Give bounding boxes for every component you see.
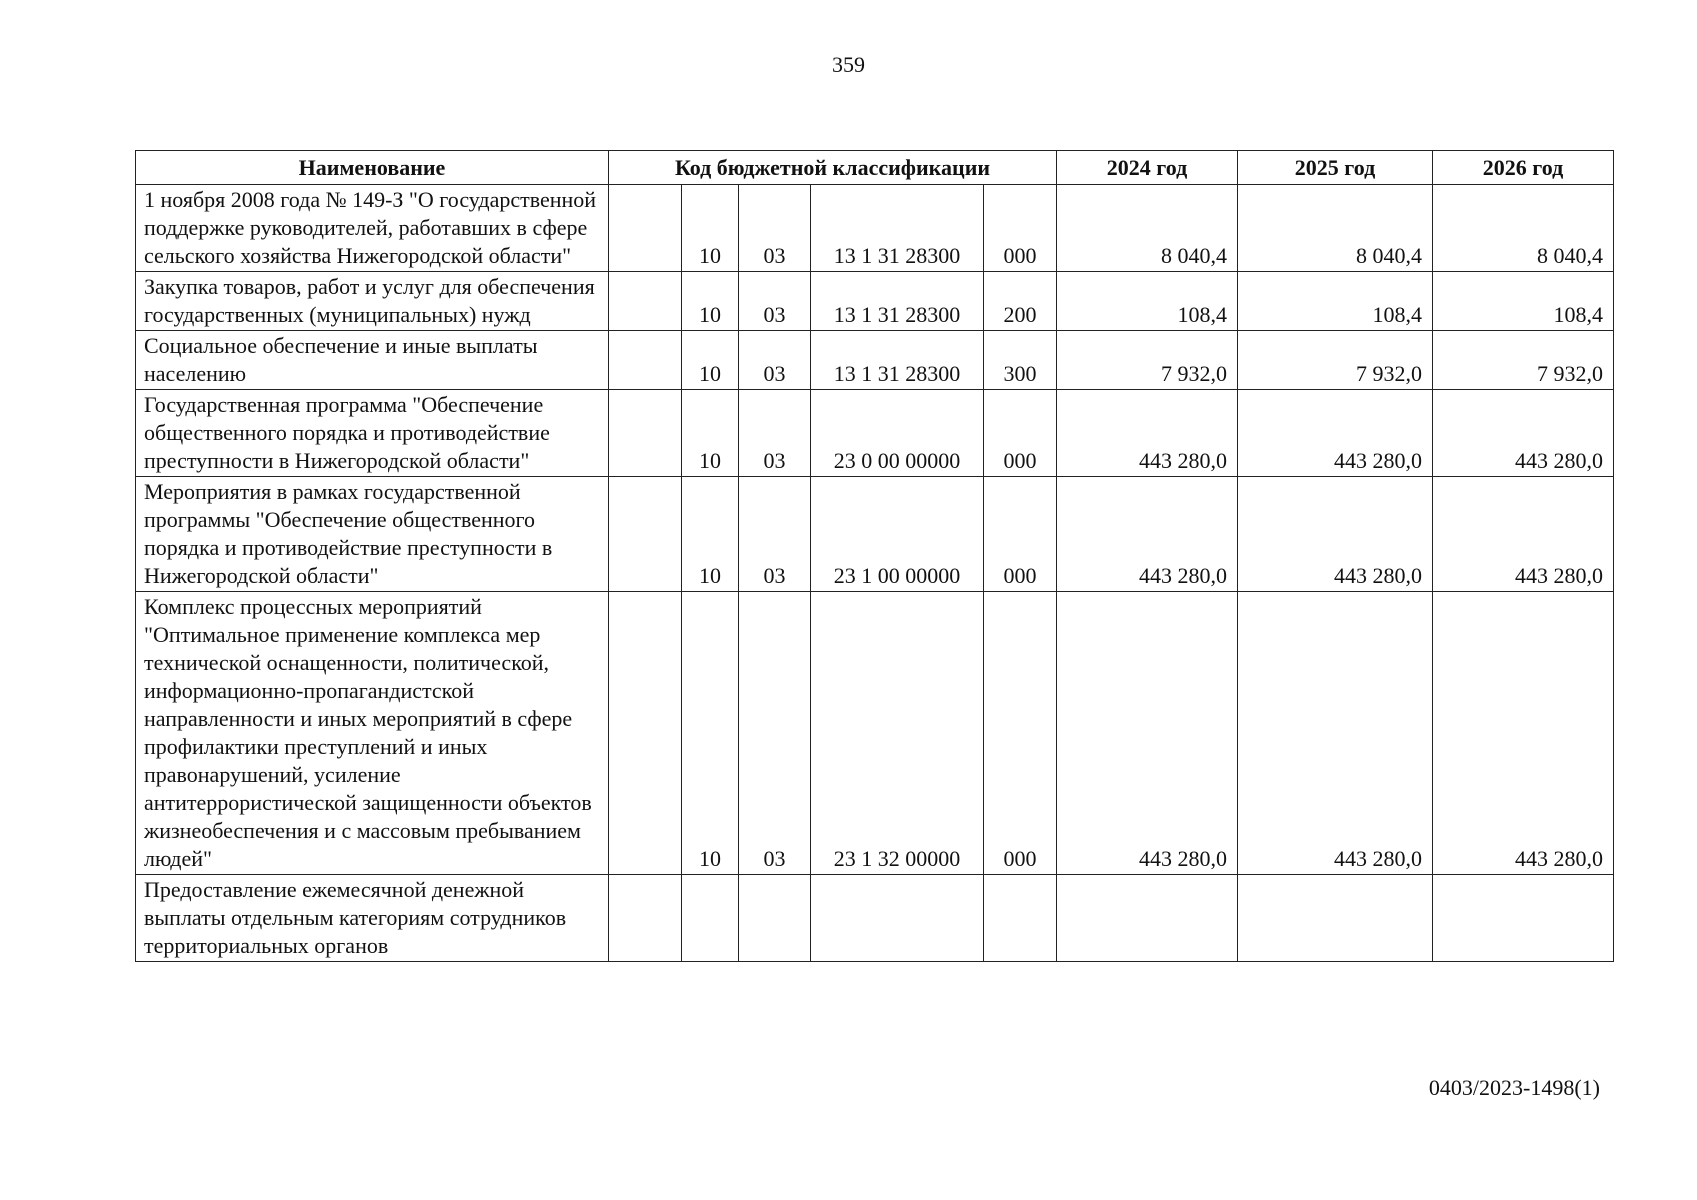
- row-2025: 443 280,0: [1238, 592, 1433, 875]
- row-name: Комплекс процессных мероприятий "Оптимальное применение комплекса мер технической оснащенности, политической, информационно-пропагандистской направленности и иных мероприятий в сфере профилактики преступлений и иных правонарушений, усиление антитеррористической защищенности объектов жизнеобеспечения и с массовым пребыванием людей": [136, 592, 609, 875]
- table-row: [136, 331, 1614, 390]
- row-subsection: 03: [739, 390, 811, 477]
- row-2026: 108,4: [1433, 272, 1614, 331]
- table-row: [136, 875, 1614, 962]
- row-2026: 443 280,0: [1433, 592, 1614, 875]
- table-row: [136, 592, 1614, 875]
- document-registration-number: 0403/2023-1498(1): [1428, 1075, 1600, 1100]
- row-2025: 8 040,4: [1238, 185, 1433, 272]
- row-2026: 7 932,0: [1433, 331, 1614, 390]
- empty-code-cell: [609, 477, 682, 592]
- row-type: 000: [984, 390, 1057, 477]
- empty-code-cell: [609, 875, 682, 962]
- budget-table: [135, 150, 1614, 962]
- table-row: [136, 477, 1614, 592]
- row-target: 23 1 32 00000: [811, 592, 984, 875]
- row-type: 000: [984, 592, 1057, 875]
- row-subsection: 03: [739, 331, 811, 390]
- table-row: [136, 272, 1614, 331]
- row-type: 300: [984, 331, 1057, 390]
- row-2024: 108,4: [1057, 272, 1238, 331]
- row-section: 10: [682, 477, 739, 592]
- empty-code-cell: [609, 390, 682, 477]
- header-2024: 2024 год: [1057, 151, 1238, 185]
- row-2025: 443 280,0: [1238, 390, 1433, 477]
- row-target: 13 1 31 28300: [811, 185, 984, 272]
- row-section: 10: [682, 390, 739, 477]
- row-name: Социальное обеспечение и иные выплаты населению: [136, 331, 609, 390]
- row-type: 200: [984, 272, 1057, 331]
- row-subsection: 03: [739, 185, 811, 272]
- row-2024: [1057, 875, 1238, 962]
- empty-code-cell: [609, 592, 682, 875]
- row-2026: 443 280,0: [1433, 477, 1614, 592]
- row-2026: 8 040,4: [1433, 185, 1614, 272]
- row-2025: 108,4: [1238, 272, 1433, 331]
- row-section: 10: [682, 592, 739, 875]
- table-row: [136, 185, 1614, 272]
- empty-code-cell: [609, 272, 682, 331]
- header-code: Код бюджетной классификации: [609, 151, 1057, 185]
- row-target: 13 1 31 28300: [811, 331, 984, 390]
- row-2024: 443 280,0: [1057, 477, 1238, 592]
- row-type: 000: [984, 477, 1057, 592]
- row-name: Закупка товаров, работ и услуг для обеспечения государственных (муниципальных) нужд: [136, 272, 609, 331]
- row-2025: 443 280,0: [1238, 477, 1433, 592]
- row-target: 23 1 00 00000: [811, 477, 984, 592]
- row-subsection: 03: [739, 272, 811, 331]
- row-section: [682, 875, 739, 962]
- row-type: [984, 875, 1057, 962]
- empty-code-cell: [609, 185, 682, 272]
- table-row: [136, 390, 1614, 477]
- row-name: Мероприятия в рамках государственной программы "Обеспечение общественного порядка и противодействие преступности в Нижегородской области": [136, 477, 609, 592]
- header-2025: 2025 год: [1238, 151, 1433, 185]
- row-subsection: 03: [739, 477, 811, 592]
- row-2025: [1238, 875, 1433, 962]
- header-name: Наименование: [136, 151, 609, 185]
- row-2024: 7 932,0: [1057, 331, 1238, 390]
- row-name: Государственная программа "Обеспечение общественного порядка и противодействие преступности в Нижегородской области": [136, 390, 609, 477]
- table-header-row: [136, 151, 1614, 185]
- row-subsection: [739, 875, 811, 962]
- header-2026: 2026 год: [1433, 151, 1614, 185]
- row-2024: 443 280,0: [1057, 390, 1238, 477]
- row-name: Предоставление ежемесячной денежной выплаты отдельным категориям сотрудников территориальных органов: [136, 875, 609, 962]
- row-2025: 7 932,0: [1238, 331, 1433, 390]
- row-section: 10: [682, 272, 739, 331]
- row-2026: [1433, 875, 1614, 962]
- row-section: 10: [682, 185, 739, 272]
- row-2024: 8 040,4: [1057, 185, 1238, 272]
- row-2026: 443 280,0: [1433, 390, 1614, 477]
- page-number: 359: [832, 52, 865, 77]
- row-target: [811, 875, 984, 962]
- row-target: 13 1 31 28300: [811, 272, 984, 331]
- row-name: 1 ноября 2008 года № 149-З "О государственной поддержке руководителей, работавших в сфере сельского хозяйства Нижегородской области": [136, 185, 609, 272]
- empty-code-cell: [609, 331, 682, 390]
- row-subsection: 03: [739, 592, 811, 875]
- row-type: 000: [984, 185, 1057, 272]
- row-2024: 443 280,0: [1057, 592, 1238, 875]
- row-section: 10: [682, 331, 739, 390]
- row-target: 23 0 00 00000: [811, 390, 984, 477]
